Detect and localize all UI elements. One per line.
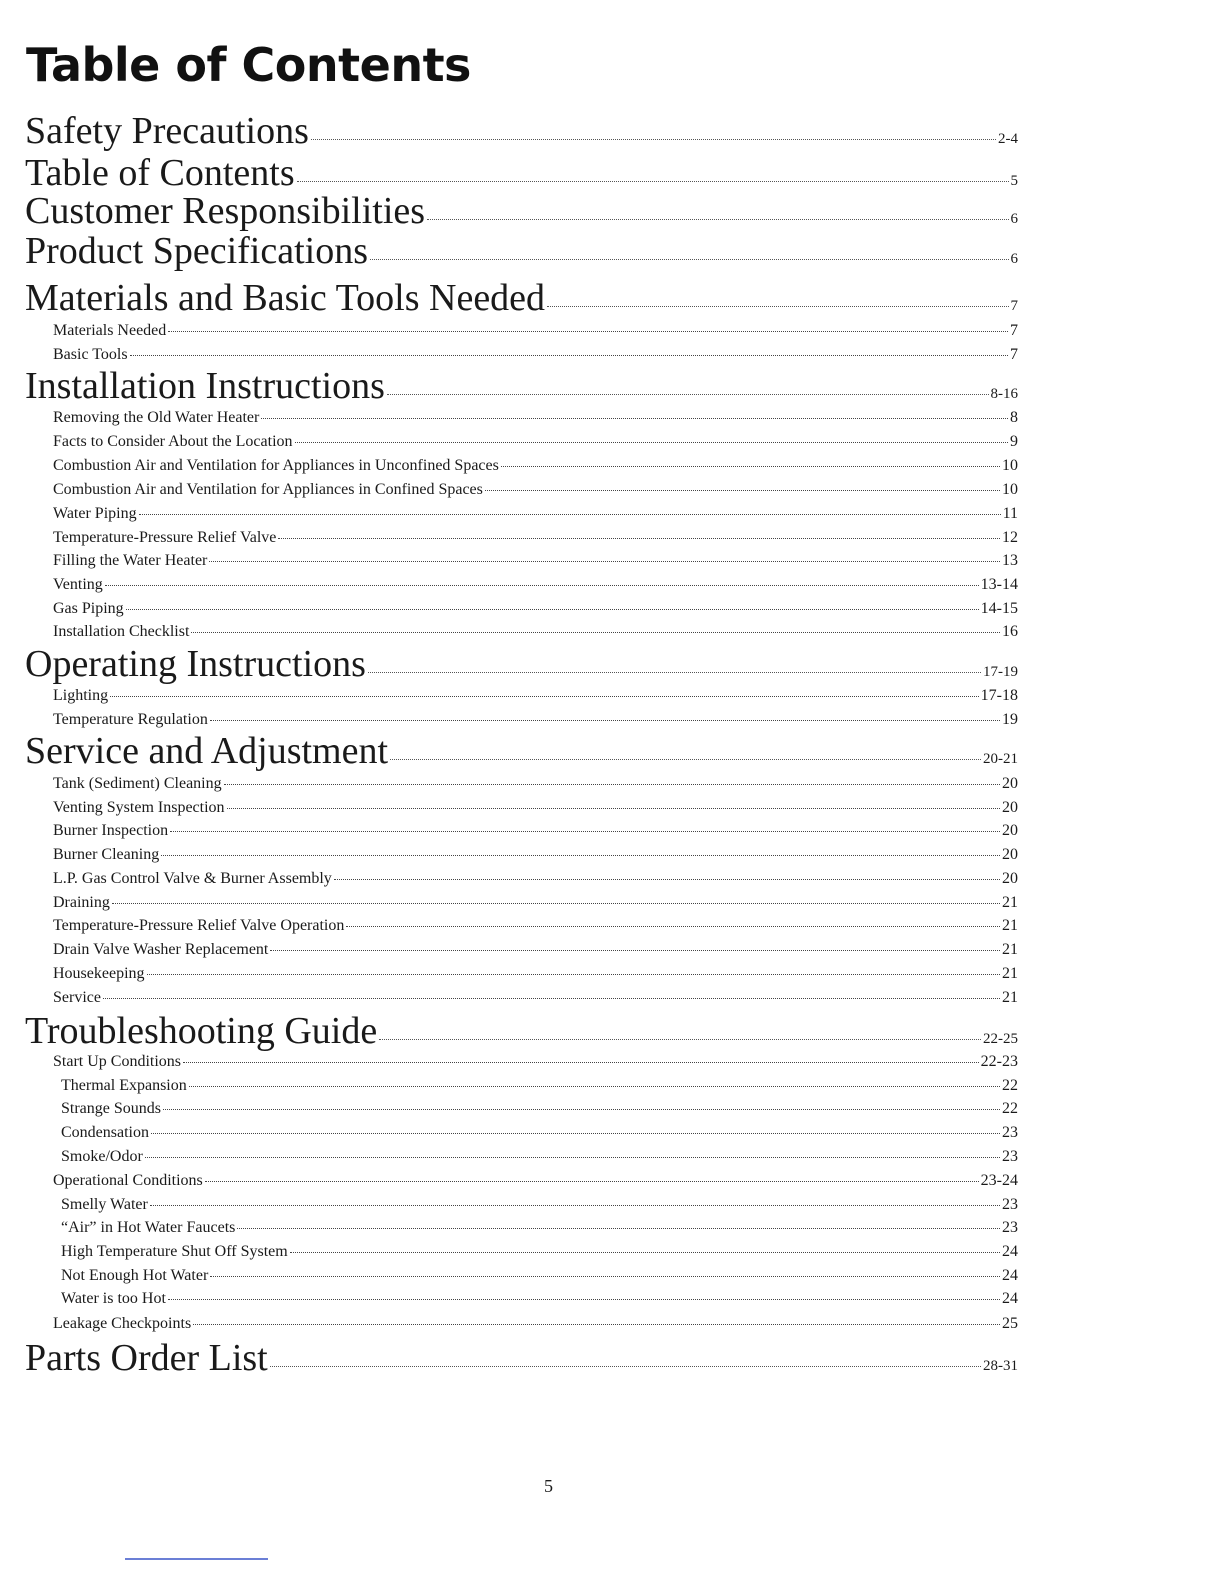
dot-leader [485,490,1000,491]
toc-entry-page: 17-19 [983,664,1018,680]
toc-entry[interactable] [53,322,1018,344]
toc-entry-page: 7 [1010,346,1018,363]
toc-entry[interactable] [61,1243,1018,1265]
dot-leader [210,1276,1000,1277]
toc-entry-page: 16 [1002,623,1018,640]
dot-leader [168,331,1008,332]
dot-leader [390,759,981,760]
toc-entry-label: Facts to Consider About the Location [53,433,293,450]
toc-entry-page: 21 [1002,989,1018,1006]
toc-entry[interactable] [25,229,1018,273]
toc-entry-label: Parts Order List [25,1337,268,1379]
dot-leader [370,259,1009,260]
toc-entry-label: Burner Cleaning [53,846,160,863]
page-number: 5 [544,1476,553,1496]
dot-leader [110,696,979,697]
dot-leader [103,998,1000,999]
toc-entry-page: 23 [1002,1124,1018,1141]
toc-entry-label: Water is too Hot [61,1290,166,1307]
toc-entry-label: Housekeeping [53,965,145,982]
toc-entry-page: 21 [1002,894,1018,911]
toc-entry-page: 13-14 [980,576,1018,593]
toc-entry-label: Venting [53,576,103,593]
toc-entry[interactable] [53,505,1018,527]
toc-entry-label: Tank (Sediment) Cleaning [53,775,222,792]
toc-entry-label: Customer Responsibilities [25,190,426,232]
toc-entry-page: 20 [1002,775,1018,792]
dot-leader [205,1181,979,1182]
toc-entry-label: Installation Checklist [53,623,190,640]
toc-entry[interactable] [53,775,1018,797]
toc-entry[interactable] [25,1336,1018,1380]
toc-entry[interactable] [53,846,1018,868]
dot-leader [210,720,1000,721]
toc-entry-page: 21 [1002,941,1018,958]
toc-entry-page: 23 [1002,1219,1018,1236]
toc-entry-label: Gas Piping [53,600,124,617]
toc-entry-page: 10 [1002,481,1018,498]
toc-entry-page: 19 [1002,711,1018,728]
toc-entry-label: Smoke/Odor [61,1148,143,1165]
toc-entry[interactable] [25,109,1018,153]
toc-entry-label: Strange Sounds [61,1100,161,1117]
page-title: Table of Contents [26,38,471,92]
toc-entry[interactable] [61,1196,1018,1218]
toc-entry-label: Drain Valve Washer Replacement [53,941,269,958]
toc-entry[interactable] [53,457,1018,479]
toc-entry-page: 23 [1002,1148,1018,1165]
toc-entry-label: Burner Inspection [53,822,169,839]
toc-entry-page: 12 [1002,529,1018,546]
dot-leader [139,514,1001,515]
toc-entry-page: 24 [1002,1243,1018,1260]
toc-entry-label: Removing the Old Water Heater [53,409,260,426]
toc-entry-page: 5 [1010,173,1018,189]
toc-entry-label: Service and Adjustment [25,730,389,772]
toc-entry-label: Troubleshooting Guide [25,1010,378,1052]
dot-leader [334,879,1000,880]
toc-entry[interactable] [25,364,1018,408]
toc-entry-page: 21 [1002,965,1018,982]
dot-leader [161,855,1000,856]
toc-entry-page: 6 [1010,251,1018,267]
dot-leader [151,1133,1000,1134]
dot-leader [209,561,1000,562]
dot-leader [427,219,1008,220]
toc-entry-page: 20 [1002,846,1018,863]
toc-entry-page: 8 [1010,409,1018,426]
dot-leader [193,1324,1000,1325]
toc-entry-page: 10 [1002,457,1018,474]
toc-entry[interactable] [61,1124,1018,1146]
toc-entry-page: 23-24 [980,1172,1018,1189]
toc-entry[interactable] [53,687,1018,709]
dot-leader [270,1366,981,1367]
divider [125,1558,268,1560]
dot-leader [130,355,1008,356]
toc-entry[interactable] [53,409,1018,431]
toc-entry-label: Venting System Inspection [53,799,225,816]
toc-entry-page: 22 [1002,1077,1018,1094]
toc-entry-page: 9 [1010,433,1018,450]
dot-leader [278,538,1000,539]
toc-entry-label: Combustion Air and Ventilation for Appliances in Confined Spaces [53,481,483,498]
dot-leader [295,442,1008,443]
dot-leader [163,1109,1000,1110]
dot-leader [147,974,1000,975]
toc-entry-page: 22-23 [980,1053,1018,1070]
toc-entry-label: Temperature-Pressure Relief Valve [53,529,277,546]
toc-entry[interactable] [61,1100,1018,1122]
toc-entry[interactable] [61,1219,1018,1241]
dot-leader [290,1252,1000,1253]
toc-entry-label: Temperature Regulation [53,711,208,728]
toc-entry-label: Operational Conditions [53,1172,203,1189]
toc-entry-page: 7 [1010,322,1018,339]
dot-leader [297,181,1009,182]
toc-entry-page: 20 [1002,822,1018,839]
toc-entry-label: Safety Precautions [25,110,309,152]
toc-entry-label: Water Piping [53,505,137,522]
toc-entry[interactable] [53,822,1018,844]
toc-entry[interactable] [53,433,1018,455]
toc-entry-page: 25 [1002,1315,1018,1332]
toc-entry-label: Leakage Checkpoints [53,1315,192,1332]
toc-entry-page: 11 [1002,505,1018,522]
toc-entry-label: Materials and Basic Tools Needed [25,277,546,319]
dot-leader [112,903,1000,904]
toc-entry[interactable] [25,189,1018,233]
dot-leader [189,1086,1000,1087]
toc-entry-page: 6 [1010,211,1018,227]
toc-entry[interactable] [53,1172,1018,1194]
dot-leader [170,831,1000,832]
toc-entry-page: 20 [1002,870,1018,887]
toc-entry-label: “Air” in Hot Water Faucets [61,1219,236,1236]
toc-entry[interactable] [53,600,1018,622]
toc-entry[interactable] [53,870,1018,892]
dot-leader [150,1205,1000,1206]
dot-leader [270,950,1000,951]
dot-leader [227,808,1000,809]
toc-entry-page: 2-4 [998,131,1018,147]
toc-entry[interactable] [53,1315,1018,1337]
toc-entry[interactable] [61,1148,1018,1170]
dot-leader [501,466,1000,467]
toc-entry[interactable] [53,799,1018,821]
toc-entry-page: 20 [1002,799,1018,816]
toc-entry[interactable] [53,529,1018,551]
dot-leader [126,609,979,610]
toc-entry-label: Start Up Conditions [53,1053,182,1070]
toc-entry-label: Service [53,989,101,1006]
toc-entry[interactable] [25,729,1018,773]
toc-entry-label: Thermal Expansion [61,1077,187,1094]
dot-leader [145,1157,1000,1158]
toc-entry[interactable] [53,481,1018,503]
dot-leader [183,1062,979,1063]
toc-entry-page: 24 [1002,1267,1018,1284]
dot-leader [346,926,1000,927]
toc-entry-label: Lighting [53,687,109,704]
toc-entry-label: High Temperature Shut Off System [61,1243,288,1260]
toc-entry-page: 23 [1002,1196,1018,1213]
toc-entry-label: L.P. Gas Control Valve & Burner Assembly [53,870,332,887]
toc-entry-page: 17-18 [980,687,1018,704]
toc-entry-label: Not Enough Hot Water [61,1267,209,1284]
toc-entry-label: Product Specifications [25,230,368,272]
dot-leader [261,418,1008,419]
toc-entry-label: Operating Instructions [25,643,366,685]
dot-leader [387,394,989,395]
dot-leader [191,632,1000,633]
toc-entry-page: 28-31 [983,1358,1018,1374]
toc-entry-label: Temperature-Pressure Relief Valve Operation [53,917,345,934]
toc-entry[interactable] [53,894,1018,916]
toc-entry-label: Materials Needed [53,322,167,339]
toc-entry[interactable] [53,1053,1018,1075]
toc-entry-page: 21 [1002,917,1018,934]
toc-entry[interactable] [53,941,1018,963]
toc-entry-label: Basic Tools [53,346,128,363]
toc-entry-page: 22-25 [983,1031,1018,1047]
dot-leader [311,139,996,140]
toc-entry-label: Draining [53,894,110,911]
dot-leader [237,1228,1000,1229]
toc-entry-label: Installation Instructions [25,365,385,407]
dot-leader [105,585,979,586]
toc-entry[interactable] [53,552,1018,574]
toc-entry-page: 7 [1010,298,1018,314]
dot-leader [379,1039,981,1040]
toc-entry[interactable] [53,917,1018,939]
toc-entry-label: Filling the Water Heater [53,552,208,569]
toc-entry[interactable] [61,1290,1018,1312]
toc-entry-page: 8-16 [990,386,1018,402]
toc-entry[interactable] [53,965,1018,987]
toc-entry[interactable] [25,276,1018,320]
toc-entry-page: 20-21 [983,751,1018,767]
toc-entry-label: Smelly Water [61,1196,148,1213]
toc-entry-label: Table of Contents [25,152,295,194]
toc-entry[interactable] [53,989,1018,1011]
toc-entry-page: 14-15 [980,600,1018,617]
toc-entry[interactable] [53,576,1018,598]
dot-leader [368,672,981,673]
toc-entry[interactable] [25,642,1018,686]
toc-entry-page: 13 [1002,552,1018,569]
toc-entry[interactable] [25,1009,1018,1053]
toc-entry-page: 24 [1002,1290,1018,1307]
toc-entry-label: Condensation [61,1124,149,1141]
toc-entry-page: 22 [1002,1100,1018,1117]
toc-entry[interactable] [61,1267,1018,1289]
toc-entry[interactable] [61,1077,1018,1099]
dot-leader [168,1299,1000,1300]
toc-entry-label: Combustion Air and Ventilation for Appliances in Unconfined Spaces [53,457,499,474]
dot-leader [547,306,1008,307]
dot-leader [224,784,1000,785]
